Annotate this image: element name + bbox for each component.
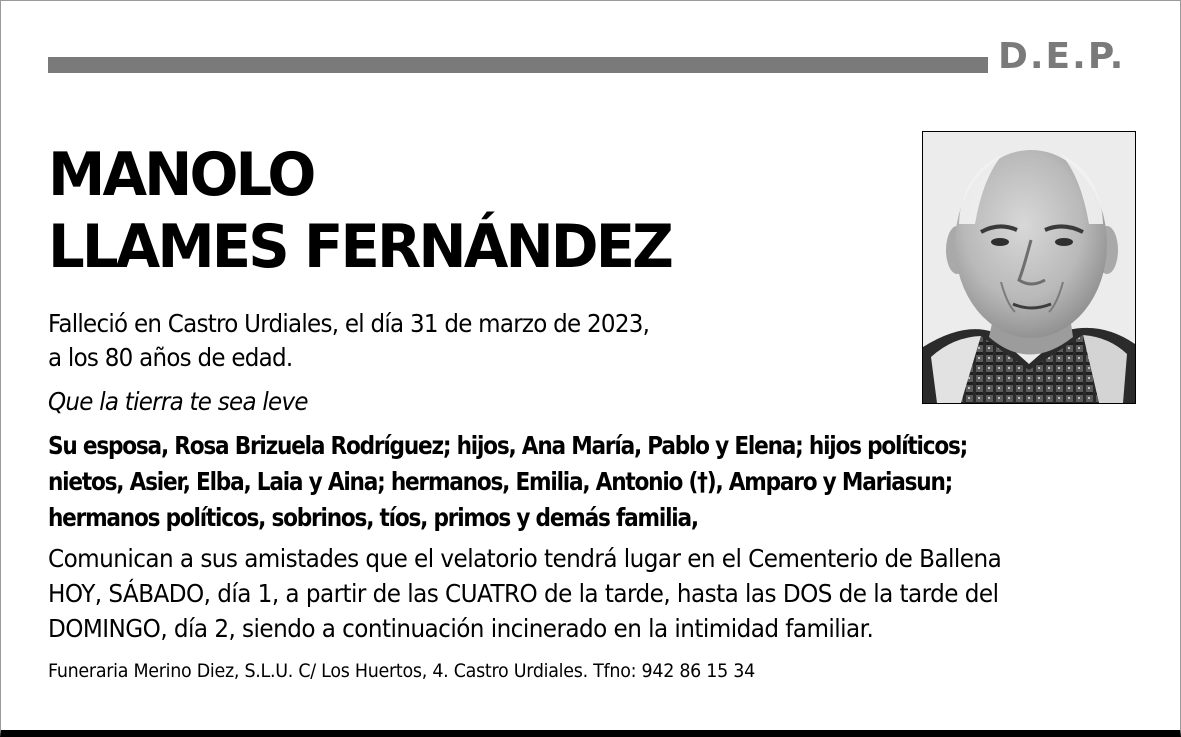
deceased-name-line-1: MANOLO — [48, 140, 314, 210]
deceased-name — [48, 139, 671, 283]
family-line-3: hermanos políticos, sobrinos, tíos, primos y demás familia, — [48, 503, 698, 532]
wake-notice — [48, 541, 1001, 646]
death-info — [48, 307, 649, 375]
portrait-photo — [922, 131, 1136, 404]
header-rule — [48, 57, 988, 73]
dep-badge: D.E.P. — [998, 36, 1126, 77]
wake-notice-line-3: DOMINGO, día 2, siendo a continuación incinerado en la intimidad familiar. — [48, 614, 874, 643]
epitaph: Que la tierra te sea leve — [48, 387, 308, 416]
portrait-illustration — [923, 132, 1135, 403]
wake-notice-line-2: HOY, SÁBADO, día 1, a partir de las CUATRO de la tarde, hasta las DOS de la tarde del — [48, 579, 999, 608]
death-info-line-1: Falleció en Castro Urdiales, el día 31 de marzo de 2023, — [48, 309, 650, 338]
family-line-2: nietos, Asier, Elba, Laia y Aina; hermanos, Emilia, Antonio (†), Amparo y Mariasun; — [48, 467, 953, 496]
death-info-line-2: a los 80 años de edad. — [48, 343, 293, 372]
deceased-name-line-2: LLAMES FERNÁNDEZ — [48, 212, 672, 282]
family-line-1: Su esposa, Rosa Brizuela Rodríguez; hijos, Ana María, Pablo y Elena; hijos políticos; — [48, 431, 968, 460]
funeral-home-info: Funeraria Merino Diez, S.L.U. C/ Los Huertos, 4. Castro Urdiales. Tfno: 942 86 15 34 — [48, 660, 755, 682]
family-list — [48, 428, 967, 536]
wake-notice-line-1: Comunican a sus amistades que el velatorio tendrá lugar en el Cementerio de Ballena — [48, 544, 1002, 573]
